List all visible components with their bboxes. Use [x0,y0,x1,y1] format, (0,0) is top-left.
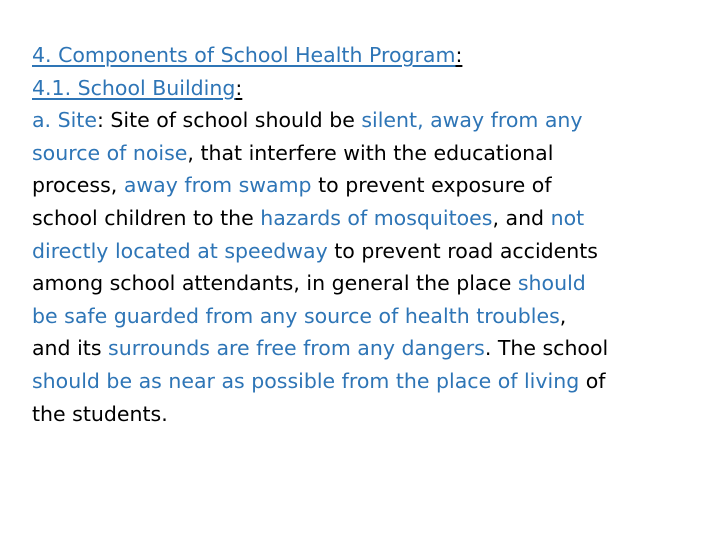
site-label: a. Site [32,108,97,133]
highlight-segment: should [517,271,586,296]
highlight-segment: hazards of mosquitoes [260,205,493,230]
text-segment: , that interfere with the educational [187,140,554,165]
highlight-segment: not [550,205,585,230]
text-segment: to prevent road accidents [327,238,598,263]
highlight-segment: be safe guarded from any source of health troubles [32,303,560,328]
body-line-5 [32,235,704,268]
highlight-segment: silent, away from any [361,108,583,133]
section-title: 4. Components of School Health Program [32,43,456,67]
section-heading [32,39,704,72]
body-line-9 [32,365,704,398]
text-segment: to prevent exposure of [311,173,552,198]
body-line-10 [32,398,704,431]
body-line-4 [32,202,704,235]
text-segment: , [559,303,567,328]
text-segment: among school attendants, in general the place [32,271,518,296]
body-line-2 [32,137,704,170]
subsection-title: 4.1. School Building [32,75,236,100]
body-line-1 [32,104,704,137]
subsection-heading [32,72,704,105]
body-line-6 [32,267,704,300]
highlight-segment: surrounds are free from any dangers [108,336,485,361]
section-title-colon: : [455,43,463,67]
text-segment: school children to the [32,205,261,230]
highlight-segment: directly located at speedway [32,238,328,263]
text-segment: . The school [484,336,609,361]
text-segment: : Site of school should be [96,108,362,133]
body-line-7 [32,300,704,333]
text-segment: and its [32,336,109,361]
highlight-segment: away from swamp [123,173,312,198]
text-segment: of [579,368,606,393]
highlight-segment: source of noise [32,140,188,165]
text-segment: the students. [32,401,168,426]
body-line-3 [32,169,704,202]
body-line-8 [32,332,704,365]
slide-content [32,39,704,430]
subsection-title-colon: : [235,75,243,100]
highlight-segment: should be as near as possible from the place of living [32,368,580,393]
text-segment: , and [492,205,551,230]
text-segment: process, [32,173,124,198]
